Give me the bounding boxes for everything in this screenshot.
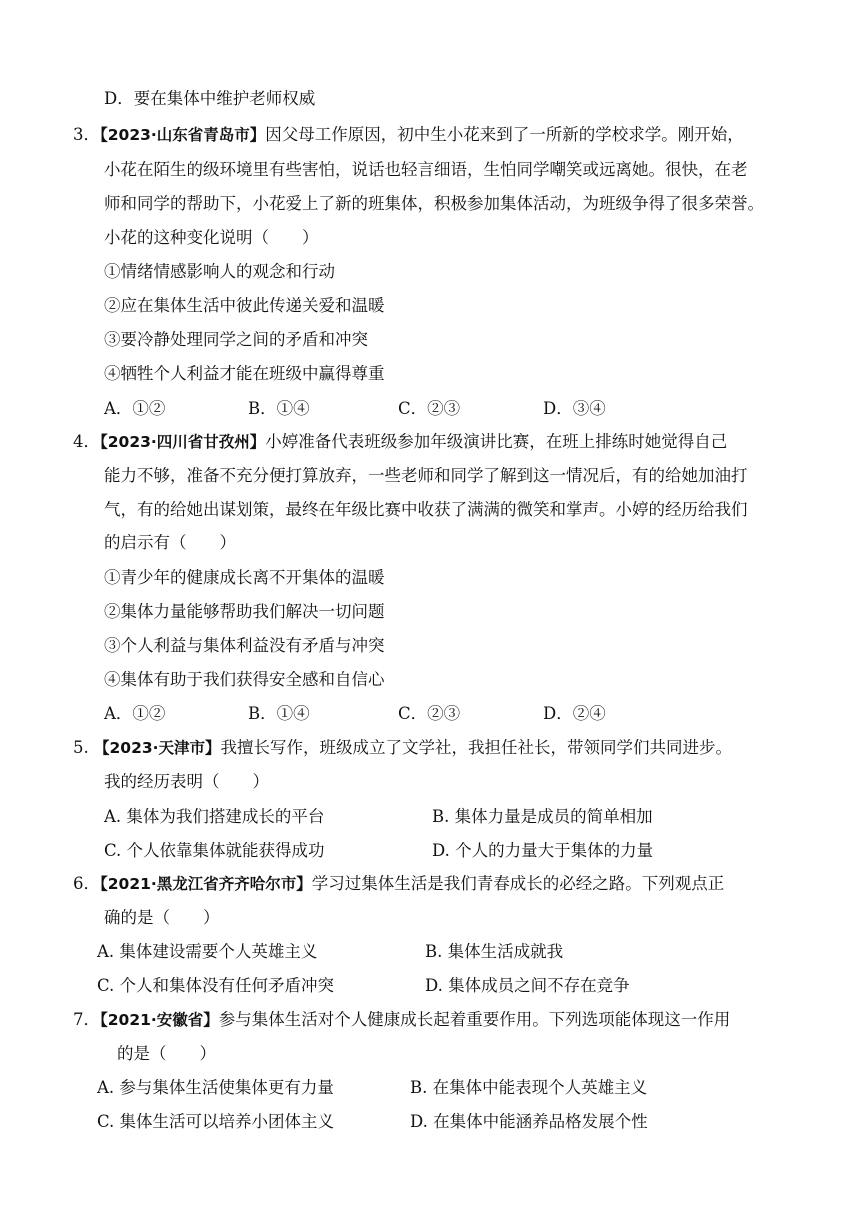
answer-option-c: C. 个人依靠集体就能获得成功 (104, 841, 325, 860)
question-7-stem-line-2: 的是（ ） (117, 1044, 216, 1063)
question-number: 6． (73, 874, 100, 893)
statement-item: ②集体力量能够帮助我们解决一切问题 (104, 602, 385, 621)
question-source: 【2021·安徽省】 (100, 1011, 219, 1029)
statement-item: ③个人利益与集体利益没有矛盾与冲突 (104, 636, 385, 655)
question-3-stem-line-4: 小花的这种变化说明（ ） (104, 228, 319, 247)
statement-item: ④牺牲个人利益才能在班级中赢得尊重 (104, 364, 385, 383)
question-4-stem-line-1 (73, 432, 727, 452)
answer-option-a: A. 集体建设需要个人英雄主义 (97, 942, 318, 961)
question-source: 【2023·山东省青岛市】 (100, 126, 266, 144)
answer-option-b: B．①④ (248, 704, 310, 723)
answer-option-d: D. 个人的力量大于集体的力量 (432, 841, 654, 860)
answer-option-a: A. 参与集体生活使集体更有力量 (97, 1078, 334, 1097)
answer-option-d: D. 在集体中能涵养品格发展个性 (410, 1112, 648, 1131)
answer-option-c: C. 个人和集体没有任何矛盾冲突 (97, 976, 335, 995)
question-7-stem-line-1 (73, 1010, 730, 1030)
answer-option-a: A. 集体为我们搭建成长的平台 (104, 807, 325, 826)
statement-item: ③要冷静处理同学之间的矛盾和冲突 (104, 330, 368, 349)
answer-option-c: C．②③ (398, 704, 461, 723)
statement-item: ①情绪情感影响人的观念和行动 (104, 262, 335, 281)
question-number: 5. (73, 738, 94, 757)
answer-option-a: A．①② (104, 399, 166, 418)
statement-item: ①青少年的健康成长离不开集体的温暖 (104, 568, 385, 587)
answer-option-b: B. 集体生活成就我 (425, 942, 564, 961)
answer-option-b: B．①④ (248, 399, 310, 418)
question-number: 4． (73, 432, 100, 451)
question-text: 小婷准备代表班级参加年级演讲比赛，在班上排练时她觉得自己 (265, 432, 728, 451)
question-source: 【2023·天津市】 (94, 739, 221, 757)
question-3-stem-line-3: 师和同学的帮助下，小花爱上了新的班集体，积极参加集体活动，为班级争得了很多荣誉。 (104, 194, 764, 213)
answer-option-b: B. 在集体中能表现个人英雄主义 (410, 1078, 648, 1097)
q2-option-d: D．要在集体中维护老师权威 (104, 89, 316, 108)
question-source: 【2021·黑龙江省齐齐哈尔市】 (100, 875, 312, 893)
answer-option-c: C. 集体生活可以培养小团体主义 (97, 1112, 335, 1131)
question-5-stem-line-2: 我的经历表明（ ） (104, 772, 269, 791)
answer-option-a: A．①② (104, 704, 166, 723)
statement-item: ②应在集体生活中彼此传递关爱和温暖 (104, 296, 385, 315)
question-6-stem-line-1 (73, 874, 724, 894)
statement-item: ④集体有助于我们获得安全感和自信心 (104, 670, 385, 689)
question-number: 7． (73, 1010, 100, 1029)
answer-option-d: D．③④ (543, 399, 606, 418)
question-text: 我擅长写作，班级成立了文学社，我担任社长，带领同学们共同进步。 (220, 738, 733, 757)
question-4-stem-line-3: 气，有的给她出谋划策，最终在年级比赛中收获了满满的微笑和掌声。小婷的经历给我们 (104, 500, 748, 519)
question-5-stem-line-1 (73, 738, 732, 758)
question-number: 3． (73, 125, 100, 144)
question-text: 学习过集体生活是我们青春成长的必经之路。下列观点正 (311, 874, 725, 893)
question-3-stem-line-1 (73, 125, 744, 145)
question-text: 参与集体生活对个人健康成长起着重要作用。下列选项能体现这一作用 (218, 1010, 731, 1029)
answer-option-c: C．②③ (398, 399, 461, 418)
answer-option-d: D. 集体成员之间不存在竞争 (425, 976, 630, 995)
question-text: 因父母工作原因，初中生小花来到了一所新的学校求学。刚开始， (265, 125, 744, 144)
question-4-stem-line-2: 能力不够，准备不充分便打算放弃，一些老师和同学了解到这一情况后，有的给她加油打 (104, 466, 748, 485)
answer-option-d: D．②④ (543, 704, 606, 723)
question-source: 【2023·四川省甘孜州】 (100, 433, 266, 451)
question-4-stem-line-4: 的启示有（ ） (104, 533, 236, 552)
question-3-stem-line-2: 小花在陌生的级环境里有些害怕，说话也轻言细语，生怕同学嘲笑或远离她。很快，在老 (104, 160, 748, 179)
answer-option-b: B. 集体力量是成员的简单相加 (432, 807, 653, 826)
question-6-stem-line-2: 确的是（ ） (104, 908, 220, 927)
